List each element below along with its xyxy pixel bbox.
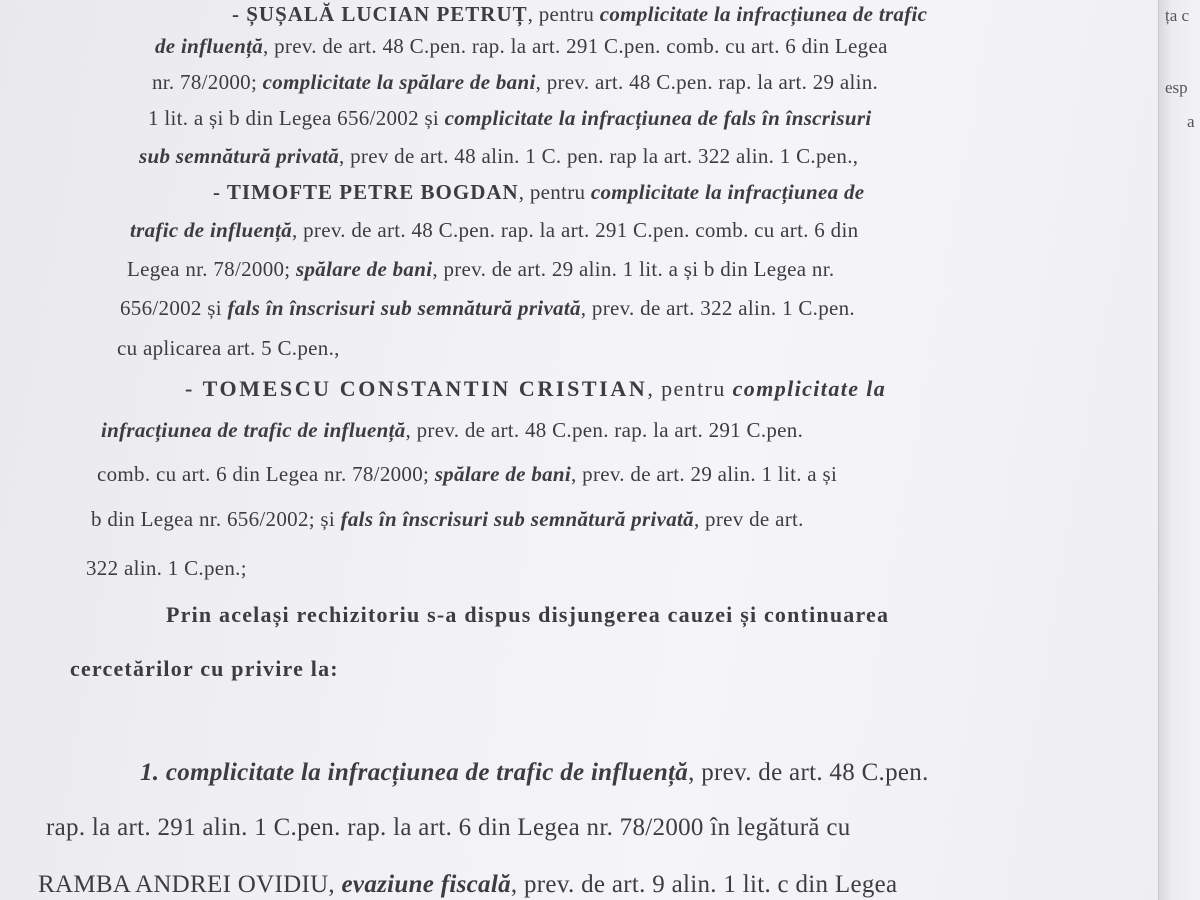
p2-line-1: - TIMOFTE PETRE BOGDAN, pentru complicitate la infracțiunea de	[213, 180, 865, 204]
p1-line-5: sub semnătură privată, prev de art. 48 alin. 1 C. pen. rap la art. 322 alin. 1 C.pen.,	[139, 144, 859, 168]
p1-line-1: - ȘUȘALĂ LUCIAN PETRUȚ, pentru complicitate la infracțiunea de trafic	[232, 2, 928, 26]
p1-line-2: de influență, prev. de art. 48 C.pen. rap. la art. 291 C.pen. comb. cu art. 6 din Legea	[155, 34, 888, 58]
p2-line-3: Legea nr. 78/2000; spălare de bani, prev. de art. 29 alin. 1 lit. a și b din Legea nr.	[127, 257, 835, 281]
p3-line-3: comb. cu art. 6 din Legea nr. 78/2000; spălare de bani, prev. de art. 29 alin. 1 lit. a și	[97, 462, 838, 486]
p3-line-2: infracțiunea de trafic de influență, prev. de art. 48 C.pen. rap. la art. 291 C.pen.	[101, 418, 804, 442]
p1-line-3: nr. 78/2000; complicitate la spălare de bani, prev. art. 48 C.pen. rap. la art. 29 alin.	[152, 70, 879, 94]
defendant-name: - TOMESCU CONSTANTIN CRISTIAN	[185, 376, 648, 401]
defendant-name: - ȘUȘALĂ LUCIAN PETRUȚ	[232, 2, 528, 26]
edge-fragment: esp	[1165, 78, 1188, 97]
p4-line-1: Prin același rechizitoriu s-a dispus disjungerea cauzei și continuarea	[166, 602, 890, 627]
p4-line-2: cercetărilor cu privire la:	[70, 656, 339, 681]
p5-line-2: rap. la art. 291 alin. 1 C.pen. rap. la art. 6 din Legea nr. 78/2000 în legătură cu	[46, 814, 851, 841]
p1-line-4: 1 lit. a și b din Legea 656/2002 și complicitate la infracțiunea de fals în înscrisuri	[148, 106, 872, 130]
edge-fragment: ța c	[1165, 6, 1190, 25]
edge-fragment: a	[1187, 112, 1195, 131]
p3-line-1: - TOMESCU CONSTANTIN CRISTIAN, pentru complicitate la	[185, 376, 887, 401]
p2-line-2: trafic de influență, prev. de art. 48 C.pen. rap. la art. 291 C.pen. comb. cu art. 6 din	[130, 218, 859, 242]
p5-line-3: RAMBA ANDREI OVIDIU, evaziune fiscală, prev. de art. 9 alin. 1 lit. c din Legea	[38, 871, 898, 898]
p2-line-5: cu aplicarea art. 5 C.pen.,	[117, 336, 340, 360]
p5-line-1: 1. complicitate la infracțiunea de trafic de influență, prev. de art. 48 C.pen.	[140, 759, 929, 786]
p3-line-5: 322 alin. 1 C.pen.;	[86, 556, 247, 580]
adjacent-page-edge	[1158, 0, 1200, 900]
defendant-name: - TIMOFTE PETRE BOGDAN	[213, 180, 519, 204]
p2-line-4: 656/2002 și fals în înscrisuri sub semnătură privată, prev. de art. 322 alin. 1 C.pen.	[120, 296, 855, 320]
p3-line-4: b din Legea nr. 656/2002; și fals în înscrisuri sub semnătură privată, prev de art.	[91, 507, 804, 531]
